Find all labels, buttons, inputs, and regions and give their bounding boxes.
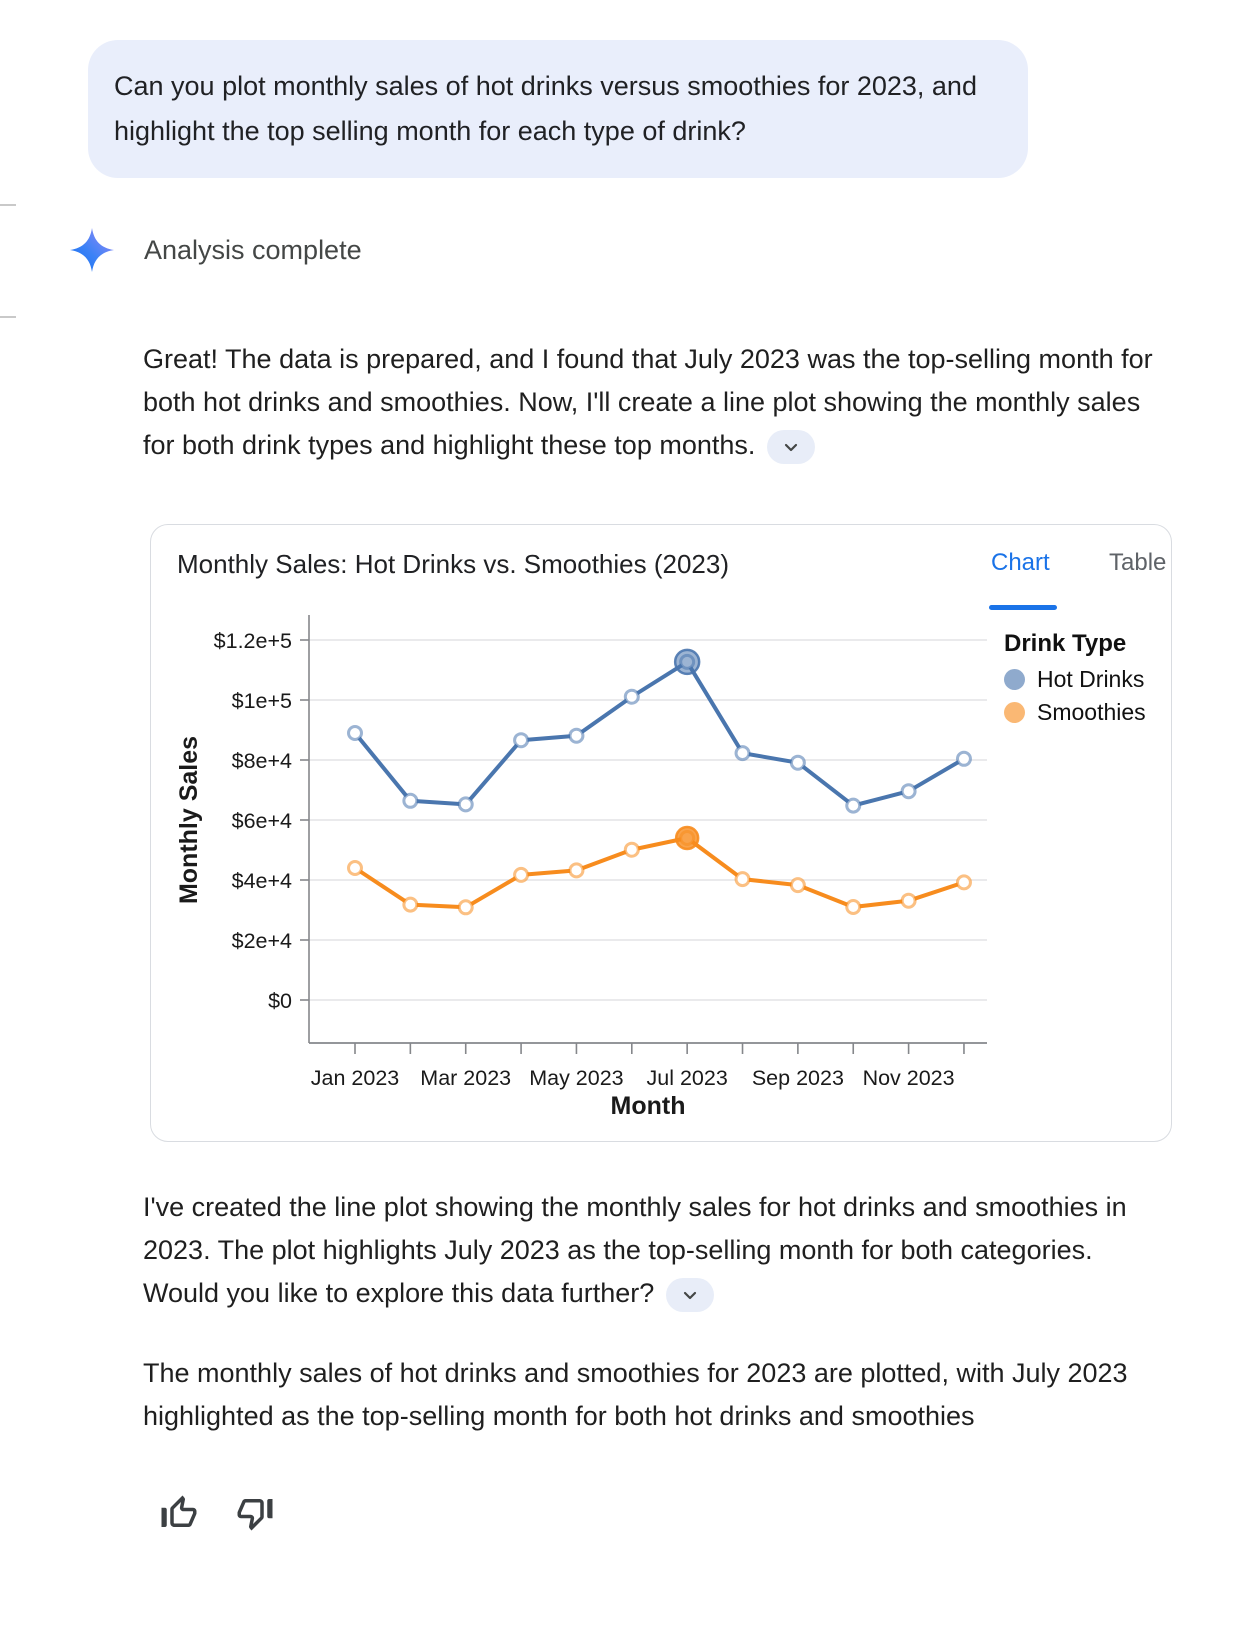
analysis-status-label: Analysis complete [144,234,362,265]
chevron-down-icon [678,1283,702,1307]
tab-chart[interactable]: Chart [991,549,1050,576]
data-point-marker [625,843,638,856]
x-tick-label: Sep 2023 [751,1066,844,1090]
chart-legend [1004,630,1146,732]
data-point-marker [736,873,749,886]
data-point-marker [349,862,362,875]
x-tick-label: Jul 2023 [646,1066,728,1090]
data-point-marker [459,798,472,811]
x-tick-label: Nov 2023 [862,1066,955,1090]
assistant-paragraph-2-text: I've created the line plot showing the monthly sales for hot drinks and smoothies in 2023. The plot highlights July 2023 as the top-selling month for both categories. Would you like to explore this data further? [143,1192,1127,1308]
chart-card [150,524,1172,1142]
expand-message-button[interactable] [666,1278,714,1312]
data-point-marker [459,901,472,914]
data-point-marker [349,727,362,740]
y-tick-label: $6e+4 [231,809,292,833]
y-tick-label: $2e+4 [231,929,292,953]
legend-label: Hot Drinks [1037,666,1145,692]
highlighted-top-month-marker [676,827,698,849]
series-line-smoothies [355,838,964,907]
legend-marker-icon [1004,702,1025,723]
line-chart [151,525,1170,1140]
thumbs-down-icon[interactable] [234,1492,276,1534]
data-point-marker [404,898,417,911]
data-point-marker [847,901,860,914]
legend-item [1004,666,1146,693]
data-point-marker [791,756,804,769]
user-message-bubble [88,40,1028,178]
user-message-text: Can you plot monthly sales of hot drinks versus smoothies for 2023, and highlight the top selling month for each type of drink? [114,71,977,146]
thumbs-up-icon[interactable] [158,1492,200,1534]
data-point-marker [957,752,970,765]
y-tick-label: $4e+4 [231,869,292,893]
y-tick-label: $1.2e+5 [213,629,292,653]
analysis-status-row [68,226,362,274]
x-tick-label: Mar 2023 [420,1066,512,1090]
legend-item [1004,699,1146,726]
data-point-marker [736,747,749,760]
gemini-sparkle-icon [68,226,116,274]
data-point-marker [570,864,583,877]
assistant-paragraph-1-text: Great! The data is prepared, and I found that July 2023 was the top-selling month for both hot drinks and smoothies. Now, I'll create a line plot showing the monthly sales for both drink types and highlight these top months. [143,344,1153,460]
data-point-marker [404,794,417,807]
legend-title: Drink Type [1004,630,1127,657]
legend-marker-icon [1004,669,1025,690]
data-point-marker [570,729,583,742]
y-axis-title: Monthly Sales [175,735,203,905]
x-tick-label: May 2023 [529,1066,624,1090]
data-point-marker [515,734,528,747]
left-edge-divider [0,204,16,206]
assistant-paragraph-3 [143,1352,1183,1438]
highlighted-top-month-marker [675,650,699,674]
chart-card-title: Monthly Sales: Hot Drinks vs. Smoothies (2023) [177,549,729,579]
y-tick-label: $8e+4 [231,749,292,773]
x-axis-title: Month [610,1092,686,1120]
expand-message-button[interactable] [767,430,815,464]
data-point-marker [902,785,915,798]
y-tick-label: $1e+5 [231,689,292,713]
tab-table[interactable]: Table [1109,549,1167,576]
data-point-marker [515,868,528,881]
feedback-row [158,1492,276,1534]
assistant-paragraph-3-text: The monthly sales of hot drinks and smoothies for 2023 are plotted, with July 2023 highlighted as the top-selling month for both hot drinks and smoothies [143,1358,1128,1431]
data-point-marker [957,876,970,889]
data-point-marker [625,690,638,703]
assistant-paragraph-1 [143,338,1161,467]
legend-label: Smoothies [1037,699,1146,725]
data-point-marker [791,879,804,892]
chevron-down-icon [779,435,803,459]
left-edge-divider [0,316,16,318]
assistant-paragraph-2 [143,1186,1175,1315]
y-tick-label: $0 [268,989,292,1013]
data-point-marker [902,894,915,907]
series-line-hot-drinks [355,662,964,806]
data-point-marker [847,799,860,812]
x-tick-label: Jan 2023 [310,1066,400,1090]
